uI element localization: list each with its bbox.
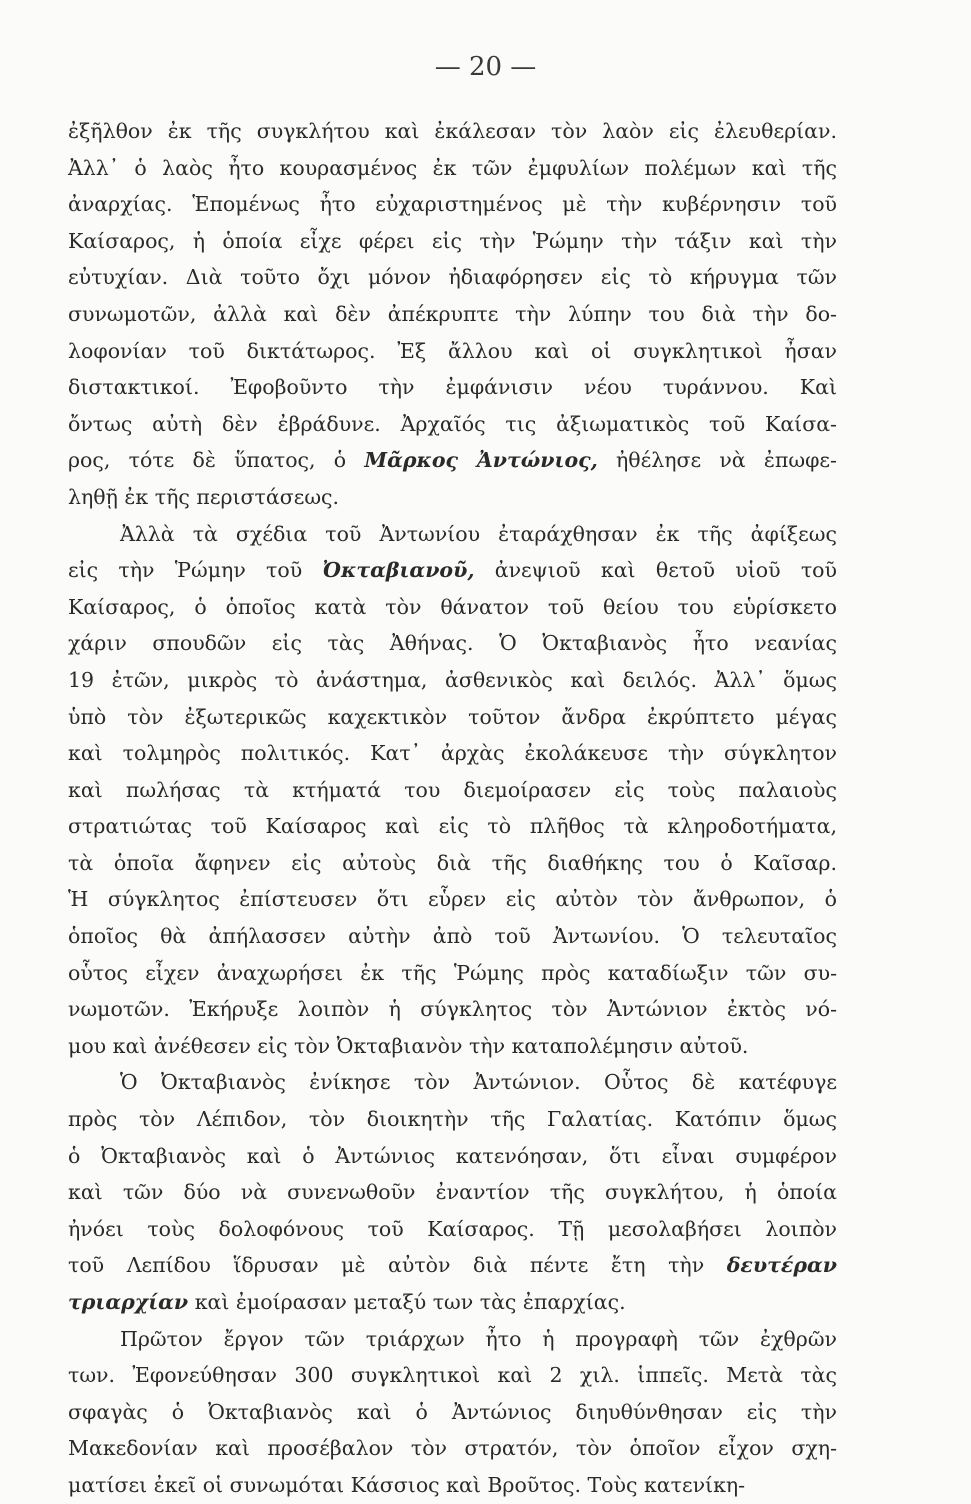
text-segment: τοῦ Λεπίδου ἵδρυσαν μὲ αὐτὸν διὰ πέντε ἔτη τὴν — [68, 1253, 727, 1278]
text-segment: Ἀλλὰ τὰ σχέδια τοῦ Ἀντωνίου ἐταράχθησαν ἐκ τῆς ἀφίξεως — [120, 521, 837, 546]
text-segment: ἀναρχίας. Ἑπομένως ἦτο εὐχαριστημένος μὲ τὴν κυβέρνησιν τοῦ — [68, 192, 837, 217]
text-segment: μου καὶ ἀνέθεσεν εἰς τὸν Ὀκταβιανὸν τὴν καταπολέμησιν αὐτοῦ. — [68, 1033, 749, 1058]
text-line — [68, 223, 837, 260]
text-segment: Καίσαρος, ὁ ὁποῖος κατὰ τὸν θάνατον τοῦ θείου του εὑρίσκετο — [68, 594, 837, 619]
text-segment: καὶ τολμηρὸς πολιτικός. Κατ᾽ ἀρχὰς ἐκολάκευσε τὴν σύγκλητον — [68, 741, 837, 766]
text-line — [68, 1101, 837, 1138]
text-segment: ὑπὸ τὸν ἐξωτερικῶς καχεκτικὸν τοῦτον ἄνδρα ἐκρύπτετο μέγας — [68, 704, 837, 729]
text-segment: ληθῇ ἐκ τῆς περιστάσεως. — [68, 484, 340, 509]
text-line — [68, 955, 837, 992]
text-line — [68, 1394, 837, 1431]
text-line — [68, 442, 837, 479]
text-segment: καὶ ἐμοίρασαν μεταξύ των τὰς ἐπαρχίας. — [188, 1290, 626, 1314]
text-line — [68, 589, 837, 626]
text-segment: Ἡ σύγκλητος ἐπίστευσεν ὅτι εὗρεν εἰς αὐτὸν τὸν ἄνθρωπον, ὁ — [68, 887, 837, 912]
text-line — [68, 333, 837, 370]
emphasized-term: Ὀκταβιανοῦ, — [322, 558, 475, 583]
text-segment: Πρῶτον ἔργον τῶν τριάρχων ἦτο ἡ προγραφὴ τῶν ἐχθρῶν — [120, 1326, 837, 1351]
text-line — [68, 1430, 837, 1467]
text-line — [68, 516, 837, 553]
text-line — [68, 1174, 837, 1211]
text-segment: καὶ πωλήσας τὰ κτήματά του διεμοίρασεν εἰς τοὺς παλαιοὺς — [68, 777, 837, 802]
text-line — [68, 772, 837, 809]
text-line — [68, 186, 837, 223]
text-segment: συνωμοτῶν, ἀλλὰ καὶ δὲν ἀπέκρυπτε τὴν λύπην του διὰ τὴν δο- — [68, 301, 837, 326]
emphasized-term: Μᾶρκος Ἀντώνιος, — [364, 448, 598, 473]
text-segment: ἠθέλησε νὰ ἐπωφε- — [597, 448, 837, 473]
text-segment: ἠνόει τοὺς δολοφόνους τοῦ Καίσαρος. Τῇ μεσολαβήσει λοιπὸν — [68, 1216, 837, 1241]
text-line — [68, 625, 837, 662]
text-line — [68, 150, 837, 187]
text-segment: τὰ ὁποῖα ἄφηνεν εἰς αὐτοὺς διὰ τῆς διαθήκης του ὁ Καῖσαρ. — [68, 850, 837, 875]
text-segment: οὗτος εἶχεν ἀναχωρήσει ἐκ τῆς Ῥώμης πρὸς καταδίωξιν τῶν συ- — [68, 960, 837, 985]
text-line — [68, 552, 837, 589]
text-line — [68, 699, 837, 736]
emphasized-term: δευτέραν — [726, 1253, 837, 1278]
text-line — [68, 662, 837, 699]
text-segment: ἐξῆλθον ἐκ τῆς συγκλήτου καὶ ἐκάλεσαν τὸν λαὸν εἰς ἐλευθερίαν. — [68, 119, 837, 143]
text-segment: ἀνεψιοῦ καὶ θετοῦ υἱοῦ τοῦ — [474, 558, 837, 583]
text-line — [68, 259, 837, 296]
text-line — [68, 918, 837, 955]
text-line — [68, 1211, 837, 1248]
text-segment: Καίσαρος, ἡ ὁποία εἶχε φέρει εἰς τὴν Ῥώμην τὴν τάξιν καὶ τὴν — [68, 228, 837, 253]
text-line — [68, 1357, 837, 1394]
text-segment: ρος, τότε δὲ ὕπατος, ὁ — [68, 448, 365, 473]
text-line — [68, 881, 837, 918]
text-segment: Ὁ Ὀκταβιανὸς ἐνίκησε τὸν Ἀντώνιον. Οὗτος δὲ κατέφυγε — [120, 1070, 837, 1095]
text-segment: καὶ τῶν δύο νὰ συνενωθοῦν ἐναντίον τῆς συγκλήτου, ἡ ὁποία — [68, 1180, 837, 1205]
text-segment: Ἀλλ᾽ ὁ λαὸς ἦτο κουρασμένος ἐκ τῶν ἐμφυλίων πολέμων καὶ τῆς — [68, 155, 837, 180]
body-text — [68, 113, 837, 1504]
text-segment: εὐτυχίαν. Διὰ τοῦτο ὄχι μόνον ἠδιαφόρησεν εἰς τὸ κήρυγμα τῶν — [68, 265, 837, 290]
text-segment: ὁ Ὀκταβιανὸς καὶ ὁ Ἀντώνιος κατενόησαν, ὅτι εἶναι συμφέρον — [68, 1143, 837, 1168]
text-line — [68, 1247, 837, 1284]
text-line — [68, 991, 837, 1028]
text-segment: πρὸς τὸν Λέπιδον, τὸν διοικητὴν τῆς Γαλατίας. Κατόπιν ὅμως — [68, 1107, 837, 1132]
page-number: — 20 — — [434, 52, 537, 82]
text-segment: 19 ἐτῶν, μικρὸς τὸ ἀνάστημα, ἀσθενικὸς καὶ δειλός. Ἀλλ᾽ ὅμως — [68, 667, 837, 692]
text-line — [68, 808, 837, 845]
text-segment: διστακτικοί. Ἐφοβοῦντο τὴν ἐμφάνισιν νέου τυράννου. Καὶ — [68, 375, 837, 400]
text-segment: εἰς τὴν Ῥώμην τοῦ — [68, 558, 323, 583]
text-line — [68, 369, 837, 406]
text-line — [68, 735, 837, 772]
text-line — [68, 1284, 837, 1321]
text-segment: νωμοτῶν. Ἐκήρυξε λοιπὸν ἡ σύγκλητος τὸν Ἀντώνιον ἐκτὸς νό- — [68, 997, 837, 1022]
emphasized-term: τριαρχίαν — [68, 1290, 189, 1314]
text-segment: λοφονίαν τοῦ δικτάτωρος. Ἐξ ἄλλου καὶ οἱ συγκλητικοὶ ἦσαν — [68, 338, 837, 363]
text-line — [68, 1467, 837, 1504]
text-line — [68, 113, 837, 150]
text-line — [68, 1138, 837, 1175]
text-segment: των. Ἐφονεύθησαν 300 συγκλητικοὶ καὶ 2 χιλ. ἱππεῖς. Μετὰ τὰς — [68, 1363, 837, 1388]
text-line — [68, 1321, 837, 1358]
text-segment: σφαγὰς ὁ Ὀκταβιανὸς καὶ ὁ Ἀντώνιος διηυθύνθησαν εἰς τὴν — [68, 1399, 837, 1424]
text-segment: ματίσει ἐκεῖ οἱ συνωμόται Κάσσιος καὶ Βροῦτος. Τοὺς κατενίκη- — [68, 1472, 746, 1497]
text-line — [68, 1028, 837, 1065]
text-line — [68, 479, 837, 516]
text-line — [68, 1064, 837, 1101]
text-segment: στρατιώτας τοῦ Καίσαρος καὶ εἰς τὸ πλῆθος τὰ κληροδοτήματα, — [68, 814, 837, 839]
text-segment: ὁποῖος θὰ ἀπήλασσεν αὐτὴν ἀπὸ τοῦ Ἀντωνίου. Ὁ τελευταῖος — [68, 924, 837, 949]
text-segment: Μακεδονίαν καὶ προσέβαλον τὸν στρατόν, τὸν ὁποῖον εἶχον σχη- — [68, 1436, 837, 1461]
text-line — [68, 845, 837, 882]
text-segment: χάριν σπουδῶν εἰς τὰς Ἀθήνας. Ὁ Ὀκταβιανὸς ἦτο νεανίας — [68, 631, 837, 656]
text-segment: ὄντως αὐτὴ δὲν ἐβράδυνε. Ἀρχαῖός τις ἀξιωματικὸς τοῦ Καίσα- — [68, 411, 837, 436]
text-line — [68, 296, 837, 333]
text-line — [68, 406, 837, 443]
